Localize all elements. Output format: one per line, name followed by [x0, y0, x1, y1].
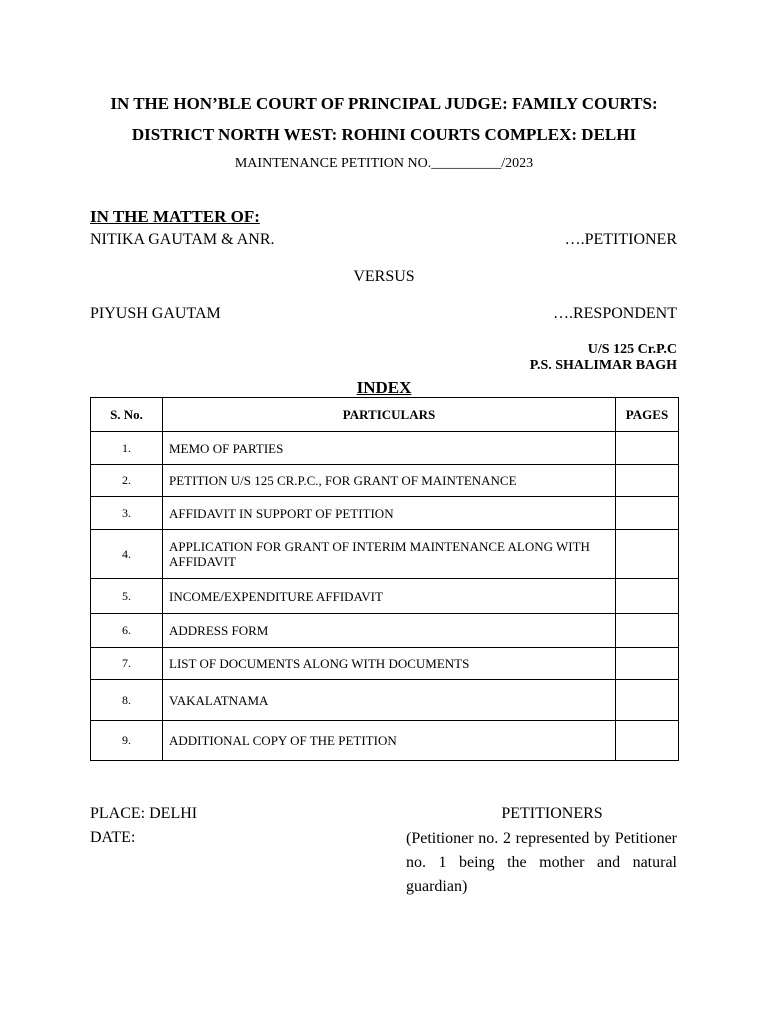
- row-sno: 2.: [91, 465, 163, 497]
- row-sno: 6.: [91, 614, 163, 648]
- police-station: P.S. SHALIMAR BAGH: [529, 358, 677, 373]
- row-particular: LIST OF DOCUMENTS ALONG WITH DOCUMENTS: [163, 648, 616, 680]
- row-sno: 5.: [91, 579, 163, 614]
- table-row: [91, 465, 679, 497]
- table-row: [91, 497, 679, 530]
- index-table: [90, 397, 679, 761]
- date-label: DATE:: [90, 829, 136, 846]
- respondent-role: ….RESPONDENT: [552, 305, 677, 322]
- petitioner-name: NITIKA GAUTAM & ANR.: [90, 231, 275, 248]
- place-label: PLACE: DELHI: [90, 805, 198, 822]
- row-pages: [616, 648, 679, 680]
- row-pages: [616, 465, 679, 497]
- row-pages: [616, 579, 679, 614]
- petitioner-note: (Petitioner no. 2 represented by Petitioner no. 1 being the mother and natural guardian): [406, 830, 677, 895]
- row-sno: 1.: [91, 432, 163, 465]
- table-row: [91, 432, 679, 465]
- statute-section: U/S 125 Cr.P.C: [587, 342, 677, 357]
- header-pages: PAGES: [616, 398, 679, 432]
- row-sno: 7.: [91, 648, 163, 680]
- row-sno: 3.: [91, 497, 163, 530]
- row-pages: [616, 530, 679, 579]
- respondent-name: PIYUSH GAUTAM: [90, 305, 221, 322]
- row-pages: [616, 680, 679, 721]
- court-heading-line1: IN THE HON’BLE COURT OF PRINCIPAL JUDGE: FAMILY COURTS:: [110, 94, 658, 113]
- row-sno: 8.: [91, 680, 163, 721]
- row-pages: [616, 432, 679, 465]
- row-particular: INCOME/EXPENDITURE AFFIDAVIT: [163, 579, 616, 614]
- row-particular: PETITION U/S 125 CR.P.C., FOR GRANT OF MAINTENANCE: [163, 465, 616, 497]
- row-sno: 4.: [91, 530, 163, 579]
- matter-heading: IN THE MATTER OF:: [90, 207, 260, 226]
- court-heading-line2: DISTRICT NORTH WEST: ROHINI COURTS COMPLEX: DELHI: [131, 125, 637, 144]
- row-pages: [616, 721, 679, 761]
- table-row: [91, 648, 679, 680]
- header-sno: S. No.: [91, 398, 163, 432]
- row-particular: MEMO OF PARTIES: [163, 432, 616, 465]
- row-particular: VAKALATNAMA: [163, 680, 616, 721]
- table-header-row: [91, 398, 679, 432]
- table-row: [91, 614, 679, 648]
- header-particulars: PARTICULARS: [163, 398, 616, 432]
- row-sno: 9.: [91, 721, 163, 761]
- row-pages: [616, 614, 679, 648]
- table-row: [91, 579, 679, 614]
- row-particular: APPLICATION FOR GRANT OF INTERIM MAINTENANCE ALONG WITH AFFIDAVIT: [163, 530, 616, 579]
- index-title: INDEX: [356, 378, 412, 397]
- petition-number: MAINTENANCE PETITION NO.__________/2023: [234, 156, 534, 171]
- petitioners-label: PETITIONERS: [501, 805, 603, 822]
- table-row: [91, 680, 679, 721]
- row-particular: ADDRESS FORM: [163, 614, 616, 648]
- row-particular: ADDITIONAL COPY OF THE PETITION: [163, 721, 616, 761]
- petitioner-role: ….PETITIONER: [564, 231, 677, 248]
- versus-label: VERSUS: [353, 268, 415, 285]
- row-pages: [616, 497, 679, 530]
- table-row: [91, 721, 679, 761]
- table-row: [91, 530, 679, 579]
- row-particular: AFFIDAVIT IN SUPPORT OF PETITION: [163, 497, 616, 530]
